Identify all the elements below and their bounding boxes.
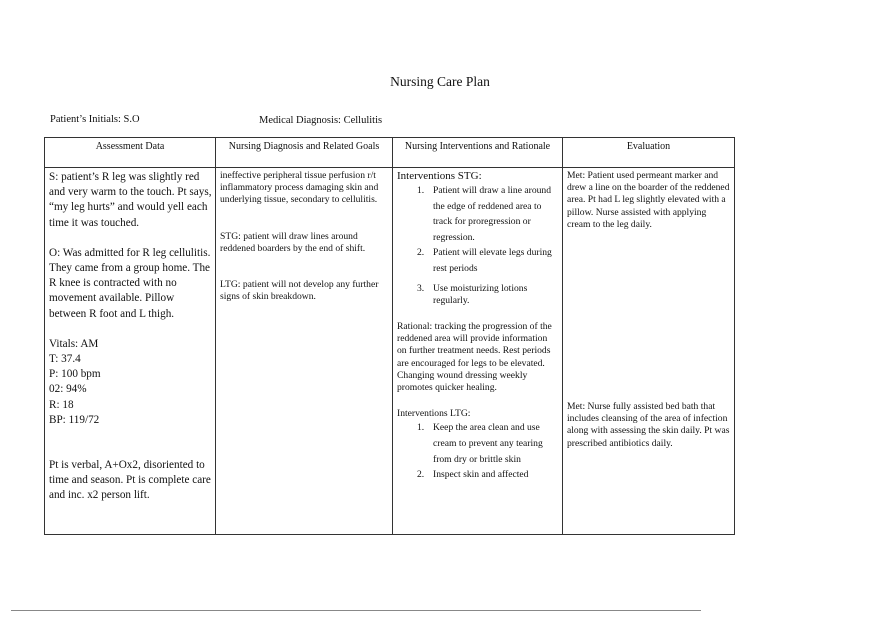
diagnosis-ltg: LTG: patient will not develop any further signs of skin breakdown. [220,279,379,303]
interventions-stg-heading: Interventions STG: [397,170,482,182]
vitals-line: P: 100 bpm [49,368,101,381]
diagnosis-cell [216,168,393,535]
evaluation-stg: Met: Patient used permeant marker and drew a line on the boarder of the reddened area. Pt had L leg slightly elevated with a pillow. Nurse assisted with applying cream to the leg daily. [567,170,730,230]
interventions-stg-list [397,183,559,307]
diagnosis-stg: STG: patient will draw lines around reddened boarders by the end of shift. [220,230,366,254]
interventions-ltg-heading: Interventions LTG: [397,408,471,420]
objective-data: O: Was admitted for R leg cellulitis. They came from a group home. The R knee is contracted with no movement available. Pillow between R foot and L thigh. [49,246,211,320]
vitals-line: R: 18 [49,398,74,411]
list-item: 1. Patient will draw a line around the edge of reddened area to track for proregression or regression. [417,185,552,243]
interventions-ltg-list [397,420,559,482]
diagnosis-statement: ineffective peripheral tissue perfusion r/t inflammatory process damaging skin and underlying tissue, secondary to cellulitis. [220,170,379,206]
medical-diagnosis: Medical Diagnosis: Cellulitis [259,115,383,126]
header-diagnosis: Nursing Diagnosis and Related Goals [216,138,393,168]
subjective-data: S: patient’s R leg was slightly red and very warm to the touch. Pt says, “my leg hurts” and would yell each time it was touched. [49,171,212,229]
page-divider [11,610,701,611]
list-item: 2. Inspect skin and affected [417,469,529,481]
vitals-line: BP: 119/72 [49,413,100,426]
evaluation-cell [563,168,735,535]
vitals-line: 02: 94% [49,383,87,396]
header-assessment: Assessment Data [45,138,216,168]
interventions-rationale: Rational: tracking the progression of the reddened area will provide information on further treatment needs. Rest periods are encouraged for legs to be elevated. Changing wound dressing weekly promotes quicker healing. [397,320,552,393]
list-item: 2. Patient will elevate legs during rest periods [417,247,552,274]
care-plan-table [44,137,735,535]
list-item: 1. Keep the area clean and use cream to prevent any tearing from dry or brittle skin [417,422,543,465]
page-title: Nursing Care Plan [390,74,490,89]
vitals-line: Vitals: AM [49,337,99,350]
vitals-line: T: 37.4 [49,353,81,366]
patient-status: Pt is verbal, A+Ox2, disoriented to time and season. Pt is complete care and inc. x2 person lift. [49,459,211,502]
table-header-row [45,138,735,168]
list-item: 3. Use moisturizing lotions regularly. [417,282,528,306]
interventions-cell [393,168,563,535]
assessment-cell [45,168,216,535]
evaluation-ltg: Met: Nurse fully assisted bed bath that includes cleansing of the area of infection along with assessing the skin daily. Pt was prescribed antibiotics daily. [567,401,730,449]
table-row [45,168,735,535]
patient-initials: Patient’s Initials: S.O [50,114,140,125]
header-evaluation: Evaluation [563,138,735,168]
header-interventions: Nursing Interventions and Rationale [393,138,563,168]
